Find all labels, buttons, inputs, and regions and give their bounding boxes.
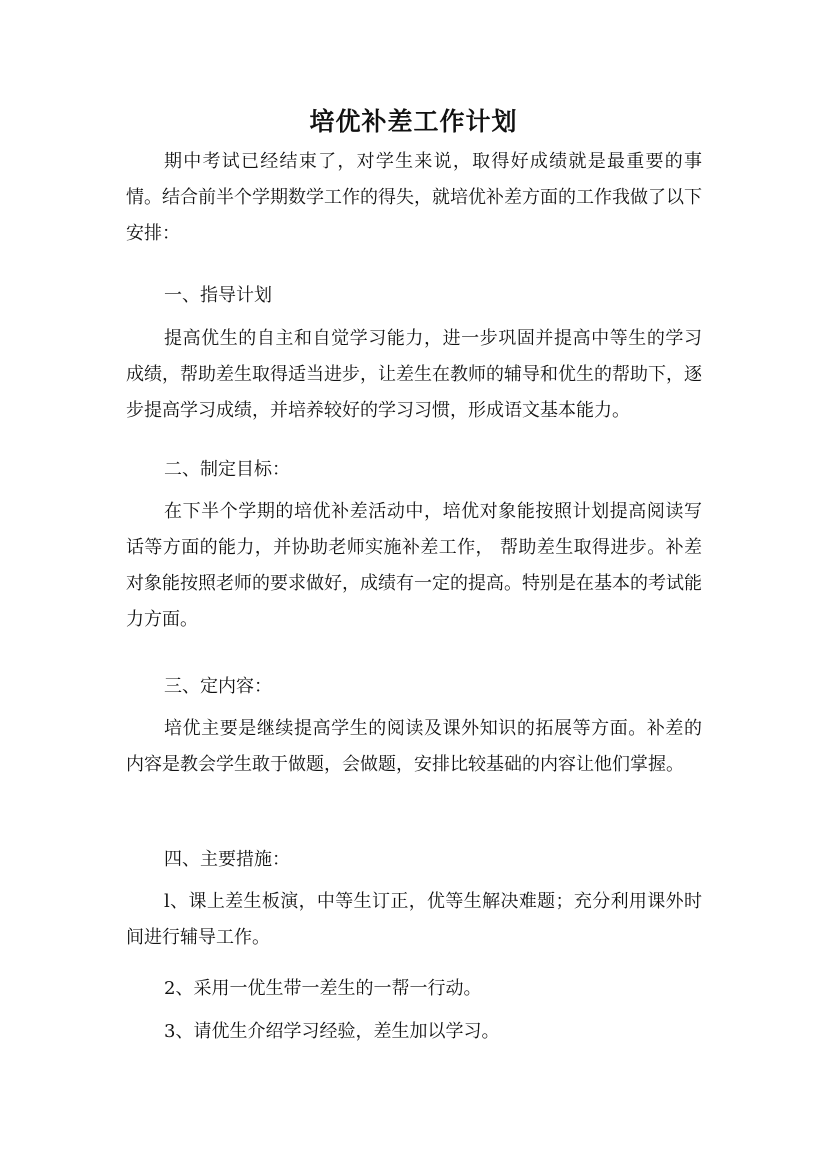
section2-paragraph: 在下半个学期的培优补差活动中，培优对象能按照计划提高阅读写话等方面的能力，并协助老师实施补差工作， 帮助差生取得进步。补差对象能按照老师的要求做好，成绩有一定的提高。特别是在基本的考试能力方面。 xyxy=(126,501,702,630)
measure-item-1: l、课上差生板演，中等生订正，优等生解决难题；充分利用课外时间进行辅导工作。 xyxy=(126,891,702,948)
measure-item-3: 3、请优生介绍学习经验，差生加以学习。 xyxy=(164,1021,500,1042)
intro-paragraph: 期中考试已经结束了，对学生来说，取得好成绩就是最重要的事情。结合前半个学期数学工作的得失，就培优补差方面的工作我做了以下安排： xyxy=(126,151,702,244)
measure-item-2: 2、采用一优生带一差生的一帮一行动。 xyxy=(164,978,482,999)
section1-heading: 一、指导计划 xyxy=(164,285,272,306)
section3-heading: 三、定内容： xyxy=(164,676,272,697)
document-title: 培优补差工作计划 xyxy=(309,107,518,136)
section1-paragraph: 提高优生的自主和自觉学习能力，进一步巩固并提高中等生的学习成绩，帮助差生取得适当进步，让差生在教师的辅导和优生的帮助下，逐步提高学习成绩，并培养较好的学习习惯，形成语文基本能力。 xyxy=(126,328,702,421)
section2-heading: 二、制定目标： xyxy=(164,459,290,480)
section4-heading: 四、主要措施： xyxy=(164,849,290,870)
section3-paragraph: 培优主要是继续提高学生的阅读及课外知识的拓展等方面。补差的内容是教会学生敢于做题，会做题，安排比较基础的内容让他们掌握。 xyxy=(126,718,702,775)
